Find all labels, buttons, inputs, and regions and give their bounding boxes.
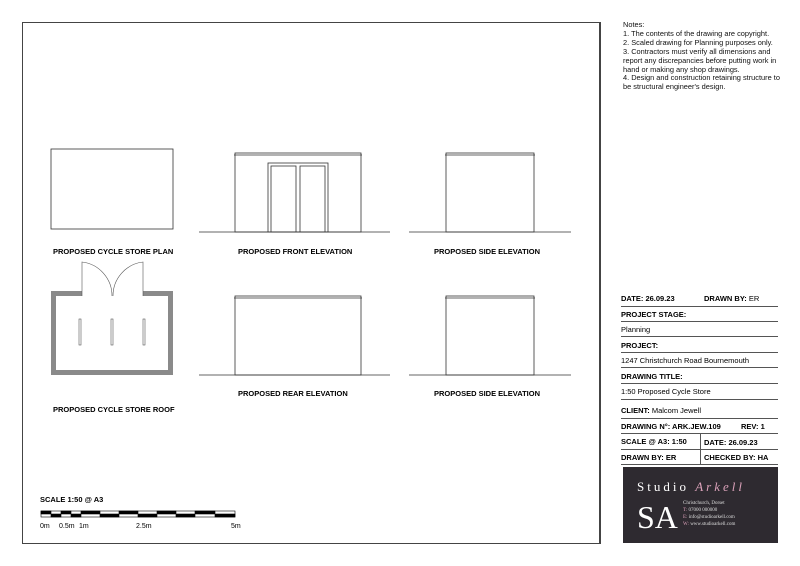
client-field [621, 406, 778, 415]
scale-tick-label: 0.5m [59, 523, 75, 530]
contact-info [683, 500, 735, 528]
note-item: 4. Design and construction retaining structure to be structural engineer's design. [623, 73, 780, 92]
date-field-2: DATE: 26.09.23 [704, 438, 758, 447]
scale-tick-label: 1m [79, 523, 89, 530]
studio-logo [623, 467, 778, 543]
scale-tick-label: 0m [40, 523, 50, 530]
roof-label: PROPOSED CYCLE STORE ROOF [53, 405, 175, 414]
drawn-by-value: ER [748, 294, 760, 303]
drawn-by-label: DRAWN BY: [704, 294, 747, 303]
client-label: CLIENT: [621, 406, 650, 415]
divider [621, 418, 778, 419]
scale-field: SCALE @ A3: 1:50 [621, 437, 687, 446]
note-item: 1. The contents of the drawing are copyright. [623, 28, 770, 38]
revision: REV: 1 [741, 422, 765, 431]
divider [621, 449, 778, 450]
project-value: 1247 Christchurch Road Bournemouth [621, 356, 749, 365]
drawn-by-field [704, 294, 778, 303]
project-stage-label: PROJECT STAGE: [621, 310, 687, 319]
project-stage-value: Planning [621, 325, 651, 334]
divider [621, 464, 778, 465]
notes-heading: Notes: [623, 20, 645, 29]
phone-value: 07000 000000 [688, 508, 718, 513]
plan-label: PROPOSED CYCLE STORE PLAN [53, 247, 174, 256]
cycle-store-roof-drawing [51, 262, 173, 375]
drawn-by-field-2: DRAWN BY: ER [621, 453, 677, 462]
divider [621, 367, 778, 368]
scale-tick-label: 2.5m [136, 523, 152, 530]
divider [621, 321, 778, 322]
checked-by-field: CHECKED BY: HA [704, 453, 769, 462]
rear-elevation-drawing [199, 296, 390, 375]
divider [621, 306, 778, 307]
divider [621, 336, 778, 337]
sa-monogram: SA [637, 499, 678, 535]
front-elevation-drawing [199, 153, 390, 232]
drawing-number: DRAWING N°: ARK.JEW.109 [621, 422, 721, 431]
cycle-store-plan [51, 149, 173, 229]
client-value: Malcom Jewell [651, 406, 702, 415]
scale-bar [41, 511, 235, 517]
divider [621, 352, 778, 353]
note-item: 2. Scaled drawing for Planning purposes only. [623, 37, 773, 47]
side-elevation-drawing [409, 153, 571, 232]
notes-block [623, 21, 788, 92]
phone-key: T: [683, 508, 688, 513]
email-value: info@studioarkell.com [688, 515, 735, 520]
rear-elevation-label: PROPOSED REAR ELEVATION [238, 389, 348, 398]
note-item: 3. Contractors must verify all dimensions and report any discrepancies before putting work in hand or making any shop drawings. [623, 46, 777, 74]
web-value: www.studioarkell.com [690, 522, 736, 527]
studio-wordmark [637, 479, 745, 495]
web-key: W: [683, 522, 689, 527]
side-elevation-2-drawing [409, 296, 571, 375]
studio-word: Studio [637, 479, 689, 494]
drawing-title-label: DRAWING TITLE: [621, 372, 683, 381]
scale-bar-title: SCALE 1:50 @ A3 [40, 495, 104, 504]
drawing-title-value: 1:50 Proposed Cycle Store [621, 387, 711, 396]
front-elevation-label: PROPOSED FRONT ELEVATION [238, 247, 353, 256]
side-elevation-label: PROPOSED SIDE ELEVATION [434, 247, 540, 256]
project-label: PROJECT: [621, 341, 659, 350]
divider [621, 399, 778, 400]
date-label: DATE: 26.09.23 [621, 294, 675, 303]
scale-tick-label: 5m [231, 523, 241, 530]
divider [621, 383, 778, 384]
arkell-word: Arkell [695, 479, 745, 494]
location-text: Christchurch, Dorset [683, 501, 725, 506]
email-key: E: [683, 515, 688, 520]
side-elevation-2-label: PROPOSED SIDE ELEVATION [434, 389, 540, 398]
